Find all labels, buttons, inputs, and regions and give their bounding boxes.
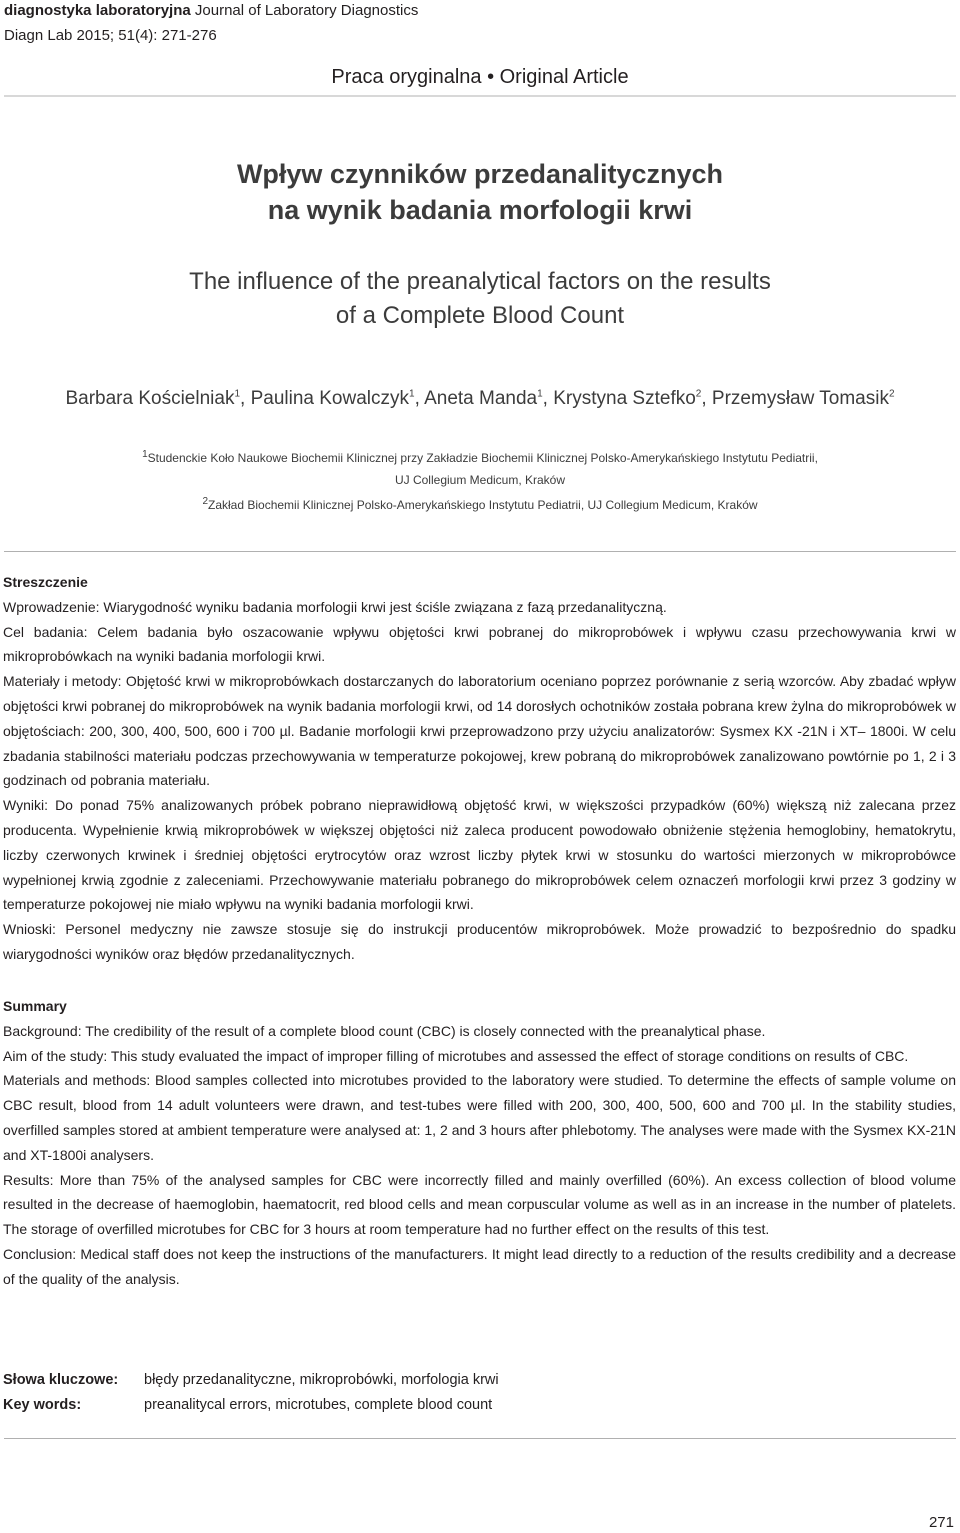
title-en-line-2: of a Complete Blood Count	[335, 302, 625, 329]
title-pl-line-1: Wpływ czynników przedanalitycznych	[236, 159, 724, 189]
abstract-en-aim: Aim of the study: This study evaluated the impact of improper filling of microtubes and assessed the effect of storage conditions on results of CBC.	[3, 1047, 909, 1064]
keywords-block	[3, 1368, 499, 1418]
author	[553, 388, 712, 409]
affiliation-2-sup: 2	[202, 496, 208, 507]
title-polish	[0, 156, 960, 228]
abstract-en-conclusion: Conclusion: Medical staff does not keep the instructions of the manufacturers. It might lead directly to a reduction of the results credibility and a decrease of the quality of the analysis.	[3, 1245, 956, 1287]
bottom-divider	[4, 1438, 956, 1439]
abstract-pl-aim: Cel badania: Celem badania było oszacowanie wpływu objętości krwi pobranej do mikroprobówek i wpływu czasu przechowywania krwi w mikroprobówkach na wyniki badania morfologii krwi.	[3, 623, 956, 665]
author	[65, 388, 250, 409]
author-name: Krystyna Sztefko	[553, 388, 696, 409]
keywords-en-value: preanalitycal errors, microtubes, complete blood count	[144, 1397, 493, 1413]
keywords-polish	[3, 1368, 499, 1393]
affiliation-1-line-2: UJ Collegium Medicum, Kraków	[394, 473, 566, 487]
author	[251, 388, 425, 409]
abstract-pl-results: Wyniki: Do ponad 75% analizowanych próbek pobrano nieprawidłową objętość krwi, w większości przypadków (60%) większą niż zalecana przez producenta. Wypełnienie krwią mikroprobówek w większej objętości niż zaleca producent powodowało obniżenie stężenia hemoglobiny, hematokrytu, liczby czerwonych krwinek i średniej objętości erytrocytów oraz wzrost liczby płytek krwi w stosunku do wartości mierzonych w mikroprobówce wypełnionej krwią zgodnie z zaleceniami. Przechowywanie materiału pobranego do mikroprobówek celem oznaczeń morfologii krwi przez 3 godziny w temperaturze pokojowej nie miało wpływu na wyniki badania morfologii krwi.	[3, 797, 956, 913]
author	[712, 388, 895, 409]
journal-name-en: Journal of Laboratory Diagnostics	[194, 2, 419, 19]
title-en-line-1: The influence of the preanalytical factors on the results	[189, 268, 771, 295]
abstract-en-background: Background: The credibility of the result of a complete blood count (CBC) is closely connected with the preanalytical phase.	[3, 1022, 766, 1039]
author-name: Barbara Kościelniak	[65, 388, 235, 409]
affiliation-2-text: Zakład Biochemii Klinicznej Polsko-Amerykańskiego Instytutu Pediatrii, UJ Collegium Medicum, Kraków	[208, 498, 758, 512]
abstract-pl-heading: Streszczenie	[3, 574, 88, 590]
affiliation-2	[0, 491, 960, 516]
keywords-english	[3, 1393, 499, 1418]
author-separator: ,	[414, 388, 425, 409]
author-affiliation-sup: 1	[234, 388, 241, 400]
journal-header	[4, 2, 418, 19]
author-name: Przemysław Tomasik	[711, 388, 889, 409]
author-affiliation-sup: 1	[537, 388, 543, 400]
author	[424, 388, 553, 409]
affiliation-1-sup: 1	[142, 449, 148, 460]
journal-name: diagnostyka laboratoryjna	[4, 2, 191, 19]
abstract-en-heading: Summary	[3, 998, 67, 1014]
author-name: Aneta Manda	[424, 388, 538, 409]
affiliation-1-text: Studenckie Koło Naukowe Biochemii Klinicznej przy Zakładzie Biochemii Klinicznej Polsko-Amerykańskiego Instytutu Pediatrii,	[147, 451, 818, 465]
affiliations	[0, 444, 960, 516]
affiliation-1-line-1	[0, 444, 960, 469]
title-english	[0, 265, 960, 333]
author-affiliation-sup: 1	[409, 388, 415, 400]
article-type: Praca oryginalna • Original Article	[331, 66, 629, 88]
abstract-pl-introduction: Wprowadzenie: Wiarygodność wyniku badania morfologii krwi jest ściśle związana z fazą przedanalityczną.	[3, 598, 667, 615]
author-name: Paulina Kowalczyk	[250, 388, 409, 409]
keywords-pl-value: błędy przedanalityczne, mikroprobówki, morfologia krwi	[144, 1372, 499, 1388]
keywords-en-label: Key words:	[3, 1397, 82, 1413]
author-separator: ,	[701, 388, 712, 409]
title-pl-line-2: na wynik badania morfologii krwi	[267, 195, 693, 225]
abstract-english	[3, 994, 956, 1292]
page-number: 271	[928, 1514, 954, 1531]
keywords-pl-label: Słowa kluczowe:	[3, 1372, 119, 1388]
abstract-en-methods: Materials and methods: Blood samples collected into microtubes provided to the laboratory were studied. To determine the effects of sample volume on CBC result, blood from 14 adult volunteers were drawn, and test-tubes were filled with 200, 300, 400, 500, 600 and 700 µl. In the stability studies, overfilled samples stored at ambient temperature were analysed at: 1, 2 and 3 hours after phlebotomy. The analyses were made with the Sysmex KX-21N and XT-1800i analysers.	[3, 1072, 956, 1163]
top-divider	[4, 95, 956, 97]
author-affiliation-sup: 2	[888, 388, 895, 400]
abstract-polish	[3, 570, 956, 967]
author-separator: ,	[542, 388, 554, 409]
abstract-pl-methods: Materiały i metody: Objętość krwi w mikroprobówkach dostarczanych do laboratorium oceniano poprzez porównanie z serią wzorców. Aby zbadać wpływ objętości krwi pobranej do mikroprobówek na wynik badania morfologii krwi, od 14 dorosłych ochotników została pobrana krew żylna do mikroprobówek w objętościach: 200, 300, 400, 500, 600 i 700 µl. Badanie morfologii krwi przeprowadzono przy użyciu analizatorów: Sysmex KX -21N i XT– 1800i. W celu zbadania stabilności materiału podczas przechowywania w temperaturze pokojowej, krew pobraną do mikroprobówek zanalizowano powtórnie po 1, 2 i 3 godzinach od pobrania materiału.	[3, 673, 956, 789]
section-divider	[4, 551, 956, 552]
author-affiliation-sup: 2	[695, 388, 702, 400]
author-list	[0, 388, 960, 410]
author-separator: ,	[240, 388, 251, 409]
abstract-en-results: Results: More than 75% of the analysed samples for CBC were incorrectly filled and mainly overfilled (60%). An excess collection of blood volume resulted in the decrease of haemoglobin, haematocrit, red blood cells and mean corpuscular volume as well as in an increase in the number of platelets. The storage of overfilled microtubes for CBC for 3 hours at room temperature had no further effect on the results of this test.	[3, 1171, 956, 1238]
citation: Diagn Lab 2015; 51(4): 271-276	[4, 27, 217, 44]
abstract-pl-conclusions: Wnioski: Personel medyczny nie zawsze stosuje się do instrukcji producentów mikroprobówek. Może prowadzić to bezpośrednio do spadku wiarygodności wyników oraz błędów przedanalitycznych.	[3, 921, 956, 962]
